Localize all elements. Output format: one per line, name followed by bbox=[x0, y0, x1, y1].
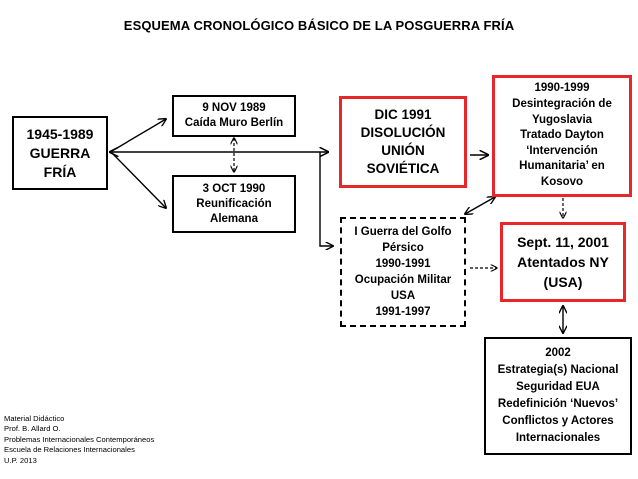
label: Atentados NY bbox=[517, 254, 609, 270]
label: Conflictos y Actores bbox=[502, 415, 614, 427]
arrow-golfo-yugoslavia bbox=[465, 197, 495, 214]
label: DIC 1991 bbox=[374, 107, 432, 122]
label: FRÍA bbox=[43, 163, 77, 180]
label: Yugoslavia bbox=[531, 113, 593, 126]
box-muro-berlin bbox=[172, 95, 296, 137]
label: 1991-1997 bbox=[375, 306, 431, 318]
credit-line: Escuela de Relaciones Internacionales bbox=[4, 445, 135, 455]
box-estrategia-2002 bbox=[484, 337, 632, 455]
label: Caída Muro Berlín bbox=[184, 117, 284, 129]
label: (USA) bbox=[543, 274, 583, 290]
label: Pérsico bbox=[382, 242, 424, 254]
label: I Guerra del Golfo bbox=[354, 226, 452, 238]
label: Redefinición ‘Nuevos’ bbox=[497, 398, 619, 410]
arrow-to-golfo bbox=[320, 152, 333, 246]
credit-line: Problemas Internacionales Contemporáneos bbox=[4, 434, 155, 444]
label: Kosovo bbox=[540, 175, 584, 188]
credit-line: U.P. 2013 bbox=[4, 455, 37, 465]
label: USA bbox=[390, 290, 416, 302]
label: Estrategia(s) Nacional bbox=[497, 364, 619, 376]
credit-line: Prof. B. Allard O. bbox=[4, 424, 61, 434]
box-disolucion-urss bbox=[339, 96, 467, 188]
diagram-title: ESQUEMA CRONOLÓGICO BÁSICO DE LA POSGUERRA FRÍA bbox=[123, 18, 515, 33]
label: Seguridad EUA bbox=[516, 381, 600, 393]
label: DISOLUCIÓN bbox=[360, 125, 446, 140]
label: Humanitaria’ en bbox=[519, 160, 605, 173]
label: 1990-1991 bbox=[375, 258, 431, 270]
label: 3 OCT 1990 bbox=[202, 182, 266, 195]
arrow-to-berlin bbox=[112, 119, 166, 151]
label: Desintegración de bbox=[512, 98, 612, 111]
label: Sept. 11, 2001 bbox=[517, 234, 609, 250]
label: SOVIÉTICA bbox=[366, 161, 440, 176]
box-sept-11 bbox=[500, 222, 626, 302]
label: Alemana bbox=[210, 212, 258, 225]
label: Ocupación Militar bbox=[354, 274, 452, 286]
arrow-to-reunification bbox=[112, 153, 166, 208]
label: GUERRA bbox=[29, 144, 91, 161]
box-guerra-fria bbox=[12, 116, 108, 190]
box-reunificacion bbox=[172, 175, 296, 233]
label: Tratado Dayton bbox=[520, 129, 604, 142]
label: ‘Intervención bbox=[526, 144, 598, 157]
label: UNIÓN bbox=[381, 143, 425, 158]
credits bbox=[4, 414, 154, 466]
label: Internacionales bbox=[515, 432, 601, 444]
label: 1990-1999 bbox=[534, 82, 590, 95]
box-guerra-golfo bbox=[340, 217, 466, 327]
label: 1945-1989 bbox=[26, 125, 94, 142]
box-yugoslavia bbox=[492, 75, 632, 197]
credit-line: Material Didáctico bbox=[4, 414, 65, 423]
label: 9 NOV 1989 bbox=[202, 102, 266, 114]
label: 2002 bbox=[545, 347, 571, 359]
label: Reunificación bbox=[196, 197, 272, 210]
